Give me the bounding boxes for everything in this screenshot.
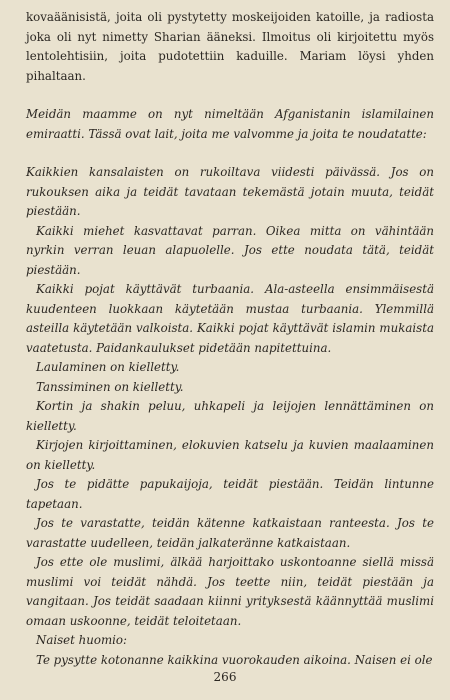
rule-7: Kirjojen kirjoittaminen, elokuvien katselu ja kuvien maalaaminen on kielletty. xyxy=(26,438,434,472)
rule-8: Jos te pidätte papukaijoja, teidät piestään. Teidän lintunne tapetaan. xyxy=(26,477,434,511)
rule-6: Kortin ja shakin peluu, uhkapeli ja leijojen lennättäminen on kielletty. xyxy=(26,399,434,433)
rules-list xyxy=(26,163,434,670)
decree-intro: Meidän maamme on nyt nimeltään Afganistanin islamilainen emiraatti. Tässä ovat lait, joita me valvomme ja joita te noudatatte: xyxy=(26,107,434,141)
rule-3: Kaikki pojat käyttävät turbaania. Ala-asteella ensimmäisestä kuudenteen luokkaan käytetään mustaa turbaania. Ylemmillä asteilla käytetään valkoista. Kaikki pojat käyttävät islamin mukaista vaatetusta. Paidankaulukset pidetään napitettuina. xyxy=(26,282,434,355)
rule-1: Kaikkien kansalaisten on rukoiltava viidesti päivässä. Jos on rukouksen aika ja teidät tavataan tekemästä jotain muuta, teidät piestään. xyxy=(26,165,434,218)
rule-10: Jos ette ole muslimi, älkää harjoittako uskontoanne siellä missä muslimi voi teidät nähdä. Jos teette niin, teidät piestään ja vangitaan. Jos teidät saadaan kiinni yrityksestä käännyttää muslimi omaan uskoonne, teidät teloitetaan. xyxy=(26,555,434,628)
rule-12: Te pysytte kotonanne kaikkina vuorokauden aikoina. Naisen ei ole xyxy=(36,652,433,667)
rule-5: Tanssiminen on kielletty. xyxy=(36,379,184,394)
rule-2: Kaikki miehet kasvattavat parran. Oikea mitta on vähintään nyrkin verran leuan alapuolelle. Jos ette noudata tätä, teidät piestään. xyxy=(26,223,434,277)
rule-4: Laulaminen on kielletty. xyxy=(36,360,180,374)
rule-11: Naiset huomio: xyxy=(36,633,127,647)
intro-paragraph: kovaäänisistä, joita oli pystytetty moskeijoiden katoille, ja radiosta joka oli nyt nimetty Sharian ääneksi. Ilmoitus oli kirjoitettu myös lentolehtisiin, joita pudotettiin kaduille. Mariam löysi yhden pihaltaan. xyxy=(26,10,434,83)
rule-9: Jos te varastatte, teidän kätenne katkaistaan ranteesta. Jos te varastatte uudelleen, teidän jalkateränne katkaistaan. xyxy=(26,516,434,550)
page-number: 266 xyxy=(213,670,237,684)
